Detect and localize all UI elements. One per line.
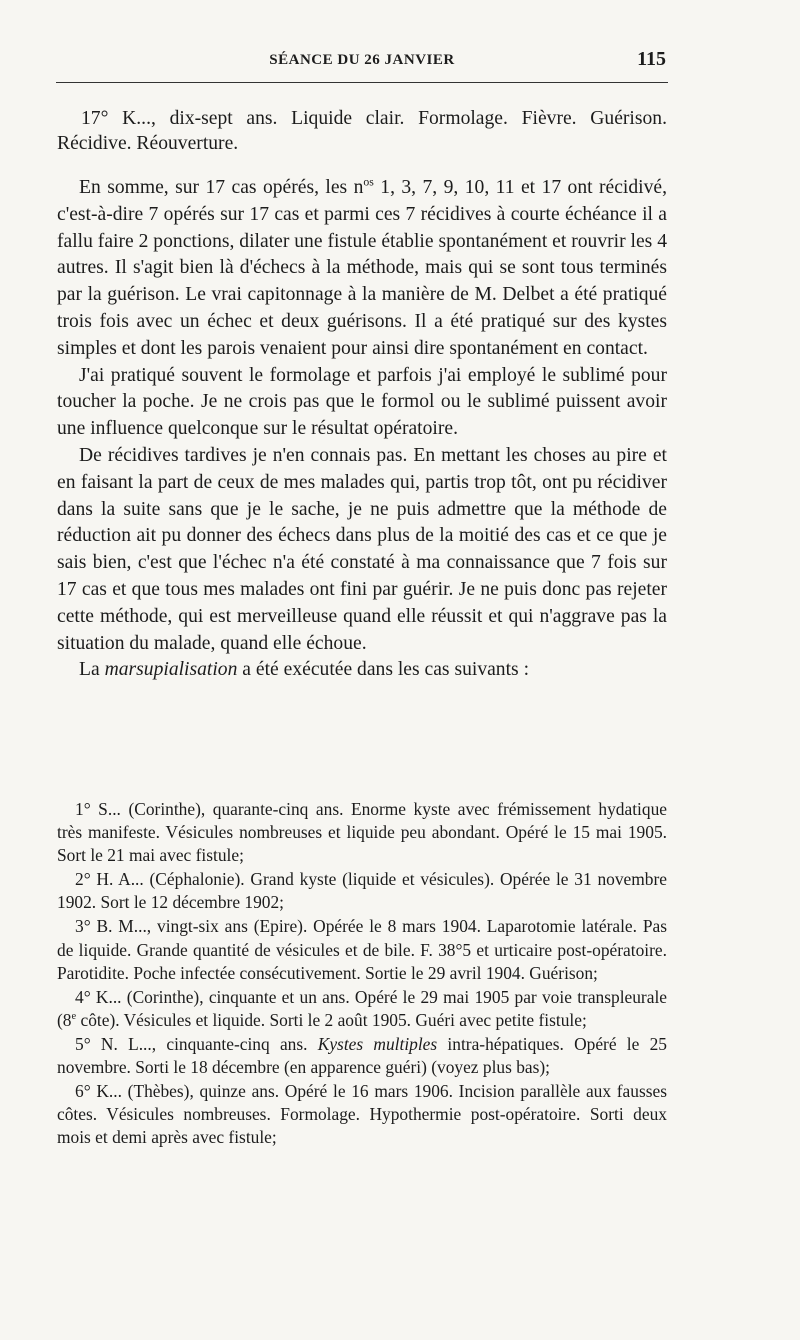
case-text: intra-hépatiques. Opéré le 25 novembre. Sorti le 18 décembre (en apparence guéri) (voyez plus bas);: [57, 1033, 668, 1078]
paragraph-text: En somme, sur 17 cas opérés, les n: [79, 177, 364, 198]
paragraph: De récidives tardives je n'en connais pas. En mettant les choses au pire et en faisant la part de ceux de mes malades qui, partis trop tôt, ont pu récidiver dans la suite sans que je le sache, je ne puis admettre que la méthode de réduction ait pu donner des échecs dans plus de la moitié des cas et ce que je sais bien, c'est que l'échec n'a été constaté à ma connaissance que 7 fois sur 17 cas et que tous mes malades ont fini par guérir. Je ne puis donc pas rejeter cette méthode, qui est merveilleuse quand elle réussit et qui n'aggrave pas la situation du malade, quand elle échoue.: [57, 444, 667, 654]
case-item: [57, 868, 667, 914]
page-header: [56, 48, 668, 83]
running-title: SÉANCE DU 26 JANVIER: [269, 52, 455, 68]
case-item: [57, 915, 667, 984]
paragraph: J'ai pratiqué souvent le formolage et parfois j'ai employé le sublimé pour toucher la poche. Je ne crois pas que le formol ou le sublimé puissent avoir une influence quelconque sur le résultat opératoire.: [57, 364, 667, 440]
case-item: [57, 1033, 667, 1079]
lead-case: [57, 106, 667, 156]
paragraph-text: 1, 3, 7, 9, 10, 11 et 17 ont récidivé, c'est-à-dire 7 opérés sur 17 cas et parmi ces 7 récidives à courte échéance il a fallu faire 2 ponctions, dilater une fistule établie spontanément et rouvrir les 4 autres. Il s'agit bien là d'échecs à la méthode, mais qui se sont tous terminés par la guérison. Le vrai capitonnage à la manière de M. Delbet a été pratiqué trois fois avec un échec et deux guérisons. Il a été pratiqué sur des kystes simples et dont les parois venaient pour ainsi dire spontanément en contact.: [57, 177, 667, 359]
page-number: 115: [637, 48, 666, 70]
body-text: [57, 175, 667, 684]
paragraph: [57, 175, 667, 363]
italic-term: Kystes multiples: [317, 1033, 438, 1054]
superscript: e: [71, 1011, 77, 1023]
case-text: 1° S... (Corinthe), quarante-cinq ans. Enorme kyste avec frémissement hydatique très manifeste. Vésicules nombreuses et liquide peu abondant. Opéré le 15 mai 1905. Sort le 21 mai avec fistule;: [57, 799, 667, 866]
case-text: côte). Vésicules et liquide. Sorti le 2 août 1905. Guéri avec petite fistule;: [76, 1009, 587, 1030]
paragraph-text: a été exécutée dans les cas suivants :: [237, 659, 530, 681]
case-list: [57, 798, 667, 1150]
case-text: 5° N. L..., cinquante-cinq ans.: [75, 1033, 318, 1054]
case-item: [57, 1080, 667, 1149]
case-text: 2° H. A... (Céphalonie). Grand kyste (liquide et vésicules). Opérée le 31 novembre 1902. Sort le 12 décembre 1902;: [57, 869, 667, 913]
paragraph: [57, 657, 667, 684]
lead-case-text: 17° K..., dix-sept ans. Liquide clair. Formolage. Fièvre. Guérison. Récidive. Réouverture.: [57, 108, 667, 154]
case-text: 3° B. M..., vingt-six ans (Epire). Opérée le 8 mars 1904. Laparotomie latérale. Pas de liquide. Grande quantité de vésicules et de bile. F. 38°5 et urticaire post-opératoire. Parotidite. Poche infectée consécutivement. Sortie le 29 avril 1904. Guérison;: [57, 916, 667, 983]
case-item: [57, 986, 667, 1032]
italic-term: marsupialisation: [104, 659, 238, 681]
case-text: 6° K... (Thèbes), quinze ans. Opéré le 16 mars 1906. Incision parallèle aux fausses côtes. Vésicules nombreuses. Formolage. Hypothermie post-opératoire. Sorti deux mois et demi après avec fistule;: [57, 1081, 667, 1148]
case-text: 4° K... (Corinthe), cinquante et un ans. Opéré le 29 mai 1905 par voie transpleurale (8: [57, 986, 667, 1030]
superscript: os: [363, 175, 374, 189]
paragraph-text: La: [79, 659, 105, 681]
case-item: [57, 798, 667, 867]
